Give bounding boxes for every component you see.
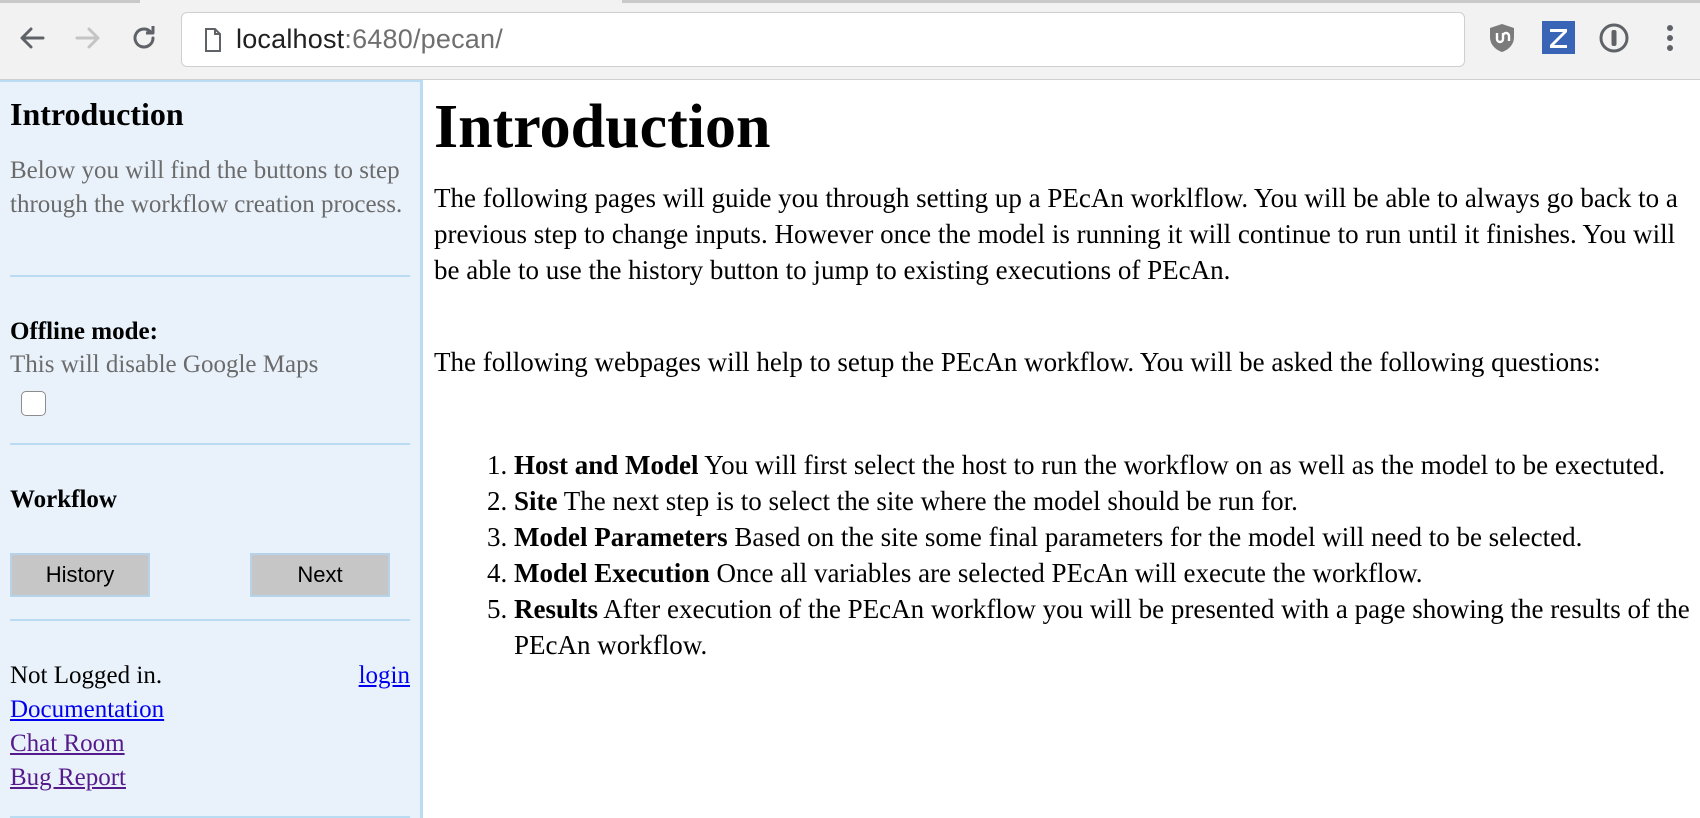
sidebar-divider [10,619,410,621]
questions-paragraph: The following webpages will help to setup the PEcAn workflow. You will be asked the following questions: [434,347,1601,377]
browser-toolbar [0,0,1700,80]
browser-menu-button[interactable] [1652,22,1688,58]
sidebar-divider [10,275,410,277]
zotero-icon [1542,21,1575,59]
sidebar-intro-text: Below you will find the buttons to step through the workflow creation process. [10,157,403,218]
workflow-label: Workflow [10,486,117,513]
step-title: Site [514,486,558,516]
step-text: You will first select the host to run the workflow on as well as the model to be exectuted. [698,450,1666,480]
offline-mode-checkbox[interactable] [21,391,46,416]
offline-mode-label: Offline mode: [10,318,158,345]
step-title: Model Execution [514,558,710,588]
ublock-button[interactable] [1484,22,1520,58]
url-text [236,24,503,55]
offline-mode-description: This will disable Google Maps [10,351,319,378]
reload-button[interactable] [124,20,164,60]
list-item [514,447,1690,483]
back-arrow-icon [17,23,47,58]
forward-arrow-icon [73,23,103,58]
list-item [514,555,1690,591]
login-link[interactable]: login [358,662,410,689]
sidebar [0,80,423,818]
url-path: :6480/pecan/ [344,24,503,54]
page-icon [204,28,222,52]
step-title: Host and Model [514,450,699,480]
step-title: Results [514,594,599,624]
reload-icon [129,23,159,58]
documentation-link[interactable]: Documentation [10,696,165,723]
step-text: The next step is to select the site where the model should be run for. [557,486,1298,516]
page-title: Introduction [434,93,771,161]
history-button[interactable]: History [10,553,150,597]
tab-strip-edge [0,0,140,3]
zotero-button[interactable] [1540,22,1576,58]
workflow-steps-list [434,447,1690,663]
forward-button[interactable] [68,20,108,60]
password-manager-button[interactable] [1596,22,1632,58]
step-text: Once all variables are selected PEcAn will execute the workflow. [709,558,1423,588]
login-status-row [10,662,410,690]
url-host: localhost [236,24,345,54]
chat-room-link[interactable]: Chat Room [10,730,125,757]
bug-report-link[interactable]: Bug Report [10,764,126,791]
list-item [514,483,1690,519]
address-bar[interactable] [181,12,1465,67]
list-item [514,519,1690,555]
next-button[interactable]: Next [250,553,390,597]
intro-paragraph: The following pages will guide you through setting up a PEcAn worklflow. You will be able to always go back to a previous step to change inputs. However once the model is running it will continue to run until it finishes. You will be able to use the history button to jump to existing executions of PEcAn. [434,183,1678,285]
step-text: Based on the site some final parameters for the model will need to be selected. [727,522,1583,552]
list-item [514,591,1690,663]
sidebar-divider [10,443,410,445]
tab-strip-edge [622,0,1700,3]
back-button[interactable] [12,20,52,60]
sidebar-title: Introduction [10,96,184,132]
kebab-menu-icon [1665,23,1675,58]
password-manager-icon [1598,22,1630,59]
ublock-shield-icon [1487,22,1517,59]
step-title: Model Parameters [514,522,728,552]
login-status-text: Not Logged in. [10,662,163,689]
step-text: After execution of the PEcAn workflow you will be presented with a page showing the results of the PEcAn workflow. [514,594,1690,660]
